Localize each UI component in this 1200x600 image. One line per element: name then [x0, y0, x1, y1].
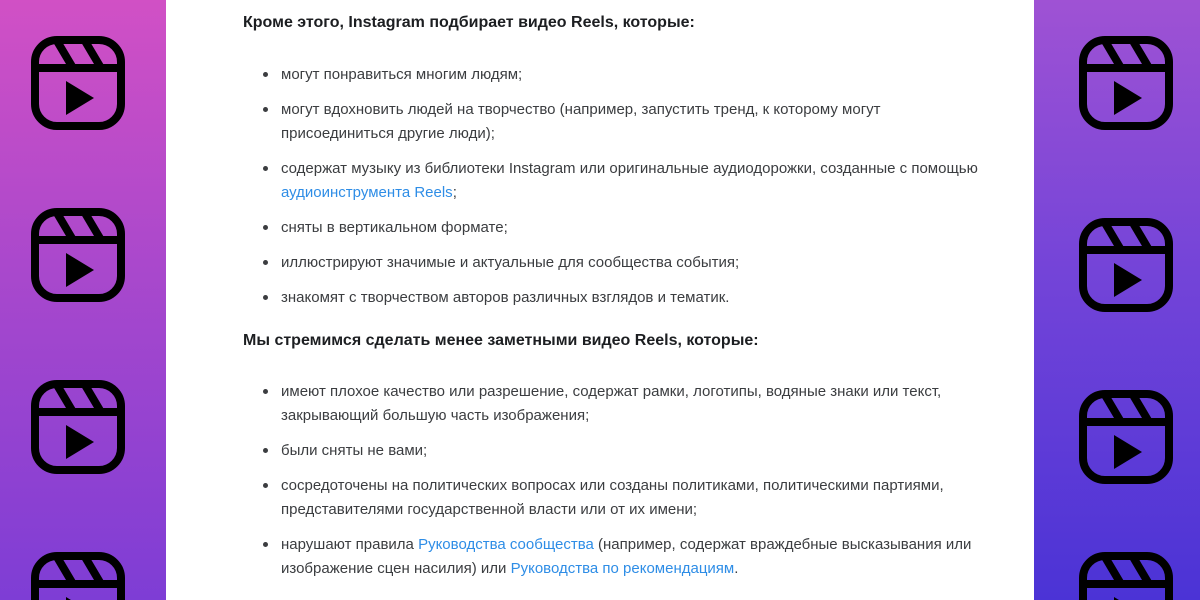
right-decorative-banner	[1034, 0, 1200, 600]
list-item: нарушают правила Руководства сообщества (например, содержат враждебные высказывания или изображение сцен насилия) или Руководства по рекомендациям.	[243, 533, 981, 581]
list-item: имеют плохое качество или разрешение, содержат рамки, логотипы, водяные знаки или текст, закрывающий большую часть изображения;	[243, 380, 981, 428]
left-decorative-banner	[0, 0, 166, 600]
article-content	[243, 12, 983, 592]
section-promoted	[243, 12, 983, 310]
section-demoted	[243, 330, 983, 581]
list-item: могут вдохновить людей на творчество (например, запустить тренд, к которому могут присоединиться другие люди);	[243, 98, 981, 146]
article-card	[166, 0, 1034, 600]
reels-icon	[1078, 35, 1174, 131]
reels-icon	[30, 35, 126, 131]
community-guidelines-link[interactable]: Руководства сообщества	[418, 536, 594, 553]
list-item: сосредоточены на политических вопросах или созданы политиками, политическими партиями, представителями государственной власти или от их имени;	[243, 474, 981, 522]
recommendation-guidelines-link[interactable]: Руководства по рекомендациям	[510, 560, 735, 577]
section-heading: Мы стремимся сделать менее заметными видео Reels, которые:	[243, 332, 759, 349]
list-item: сняты в вертикальном формате;	[243, 216, 981, 240]
bullet-list	[243, 63, 983, 310]
reels-icon	[30, 379, 126, 475]
list-item: могут понравиться многим людям;	[243, 63, 981, 87]
list-item: иллюстрируют значимые и актуальные для сообщества события;	[243, 251, 981, 275]
bullet-list	[243, 380, 983, 581]
reels-icon	[30, 207, 126, 303]
reels-audio-tool-link[interactable]: аудиоинструмента Reels	[281, 184, 453, 201]
list-item: знакомят с творчеством авторов различных взглядов и тематик.	[243, 286, 981, 310]
list-item: были сняты не вами;	[243, 439, 981, 463]
reels-icon	[30, 551, 126, 600]
reels-icon	[1078, 551, 1174, 600]
list-item: содержат музыку из библиотеки Instagram или оригинальные аудиодорожки, созданные с помощью аудиоинструмента Reels;	[243, 157, 981, 205]
reels-icon	[1078, 217, 1174, 313]
reels-icon	[1078, 389, 1174, 485]
section-heading: Кроме этого, Instagram подбирает видео Reels, которые:	[243, 14, 695, 31]
